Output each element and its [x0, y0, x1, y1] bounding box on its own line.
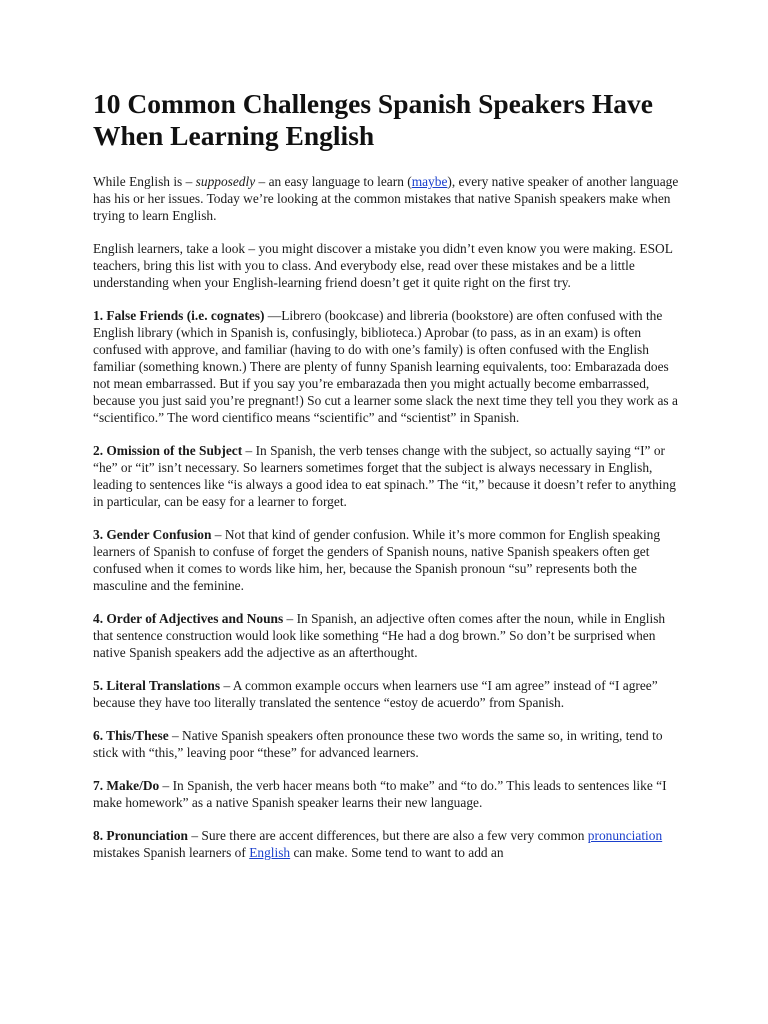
item-text-8a: – Sure there are accent differences, but there are also a few very common — [188, 828, 588, 843]
item-heading-7: 7. Make/Do — [93, 778, 160, 793]
intro-emphasis: supposedly — [195, 174, 256, 189]
item-text-7: – In Spanish, the verb hacer means both “to make” and “to do.” This leads to sentences like “I make homework” as a native Spanish speaker learns their new language. — [93, 778, 667, 810]
item-heading-4: 4. Order of Adjectives and Nouns — [93, 611, 284, 626]
list-item-5 — [93, 677, 679, 711]
item-heading-5: 5. Literal Translations — [93, 678, 221, 693]
item-text-8b: mistakes Spanish learners of — [93, 845, 250, 860]
item-heading-6: 6. This/These — [93, 728, 169, 743]
intro-paragraph-1 — [93, 173, 679, 224]
item-text-5: – A common example occurs when learners use “I am agree” instead of “I agree” because they have too literally translated the sentence “estoy de acuerdo” from Spanish. — [93, 678, 658, 710]
list-item-8 — [93, 827, 679, 861]
item-text-6: – Native Spanish speakers often pronounce these two words the same so, in writing, tend to stick with “this,” leaving poor “these” for advanced learners. — [93, 728, 663, 760]
item-text-4: – In Spanish, an adjective often comes after the noun, while in English that sentence construction would look like something “He had a dog brown.” So don’t be surprised when native Spanish speakers add the adjective as an afterthought. — [93, 611, 666, 660]
item-heading-8: 8. Pronunciation — [93, 828, 188, 843]
pronunciation-link[interactable]: pronunciation — [587, 828, 663, 843]
item-text-3: – Not that kind of gender confusion. While it’s more common for English speaking learners of Spanish to confuse of forget the genders of Spanish nouns, native Spanish speakers often get confused when it comes to words like him, her, because the Spanish pronoun “su” represents both the masculine and the feminine. — [93, 527, 661, 593]
document-page — [93, 88, 679, 861]
list-item-7 — [93, 777, 679, 811]
intro-text-a: While English is – — [93, 174, 196, 189]
item-text-1: —Librero (bookcase) and libreria (bookstore) are often confused with the English library (which in Spanish is, confusingly, biblioteca.) Aprobar (to pass, as in an exam) is often confused with approve, and familiar (having to do with one’s family) is often confused with the English familiar (something known.) There are plenty of funny Spanish learning equivalents, too: Embarazada does not mean embarrassed. But if you say you’re embarazada then you might actually become embarrassed, because you just said you’re pregnant!) So cut a learner some slack the next time they tell you they work as a “scientifico.” The word cientifico means “scientific” and “scientist” in Spanish. — [93, 308, 678, 425]
item-text-8c: can make. Some tend to want to add an — [290, 845, 504, 860]
item-heading-3: 3. Gender Confusion — [93, 527, 212, 542]
item-heading-1: 1. False Friends (i.e. cognates) — [93, 308, 265, 323]
intro-paragraph-2: English learners, take a look – you might discover a mistake you didn’t even know you were making. ESOL teachers, bring this list with you to class. And everybody else, read over these mistakes and be a little understanding when your English-learning friend doesn’t get it quite right on the first try. — [93, 241, 673, 290]
english-link[interactable]: English — [249, 845, 291, 860]
maybe-link[interactable]: maybe — [411, 174, 448, 189]
item-heading-2: 2. Omission of the Subject — [93, 443, 243, 458]
item-text-2: – In Spanish, the verb tenses change with the subject, so actually saying “I” or “he” or “it” isn’t necessary. So learners sometimes forget that the subject is always necessary in English, leading to sentences like “is always a good idea to eat spinach.” The “it,” because it doesn’t refer to anything in particular, can be easy for a learner to forget. — [93, 443, 676, 509]
list-item-1 — [93, 307, 679, 426]
document-title: 10 Common Challenges Spanish Speakers Have When Learning English — [93, 88, 654, 151]
list-item-4 — [93, 610, 679, 661]
intro-text-b: – an easy language to learn ( — [255, 174, 412, 189]
intro-text-c: ), every native speaker of another language has his or her issues. Today we’re looking at the common mistakes that native Spanish speakers make when trying to learn English. — [93, 174, 679, 223]
list-item-6 — [93, 727, 679, 761]
list-item-3 — [93, 526, 679, 594]
list-item-2 — [93, 442, 679, 510]
